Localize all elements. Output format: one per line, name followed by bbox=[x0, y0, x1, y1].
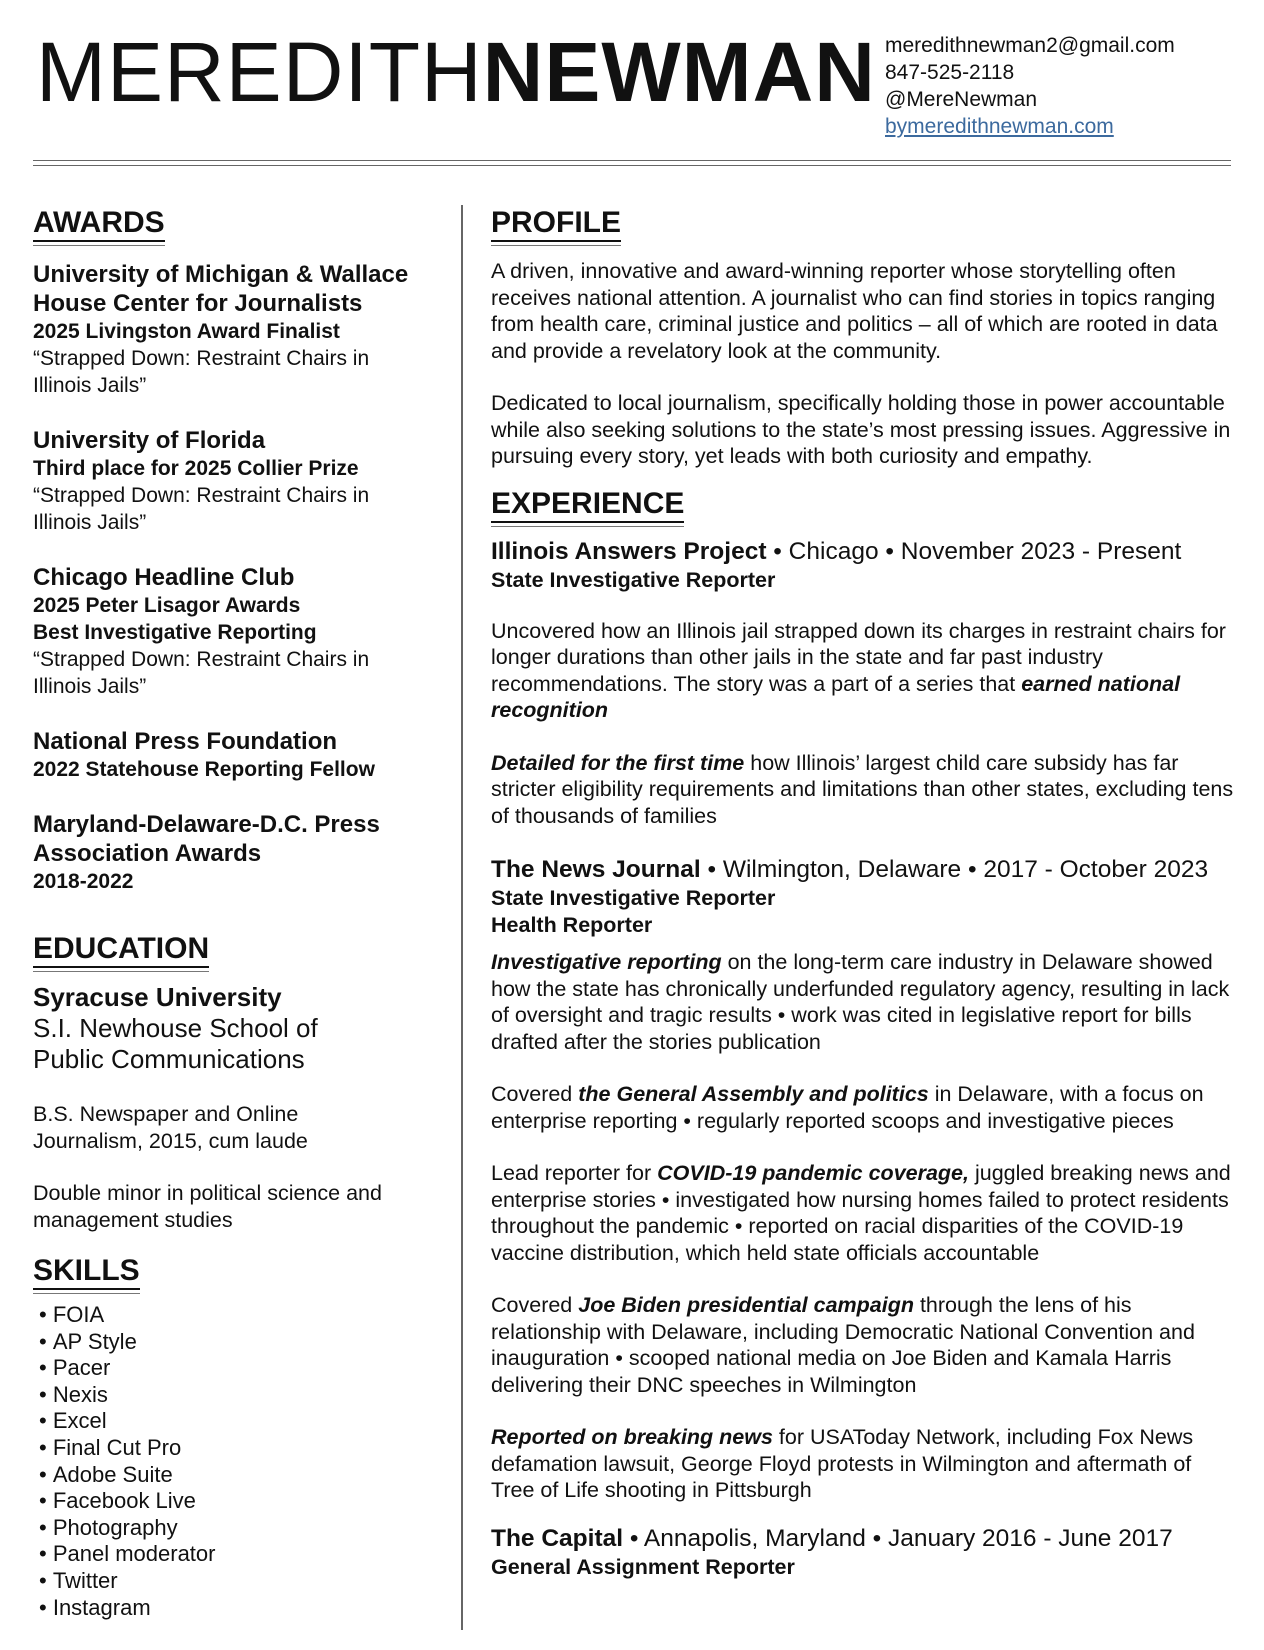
job-entry bbox=[491, 855, 1236, 1504]
award-story: Illinois Jails” bbox=[33, 675, 147, 698]
education-school-sub: S.I. Newhouse School of bbox=[33, 1013, 318, 1043]
award-prize: 2025 Livingston Award Finalist bbox=[33, 320, 340, 343]
column-divider bbox=[461, 205, 463, 1630]
right-column bbox=[491, 207, 1236, 1581]
skill-item: • Adobe Suite bbox=[39, 1462, 438, 1489]
skill-item: • FOIA bbox=[39, 1302, 438, 1329]
award-org: National Press Foundation bbox=[33, 728, 338, 755]
job-bullet: Lead reporter for COVID-19 pandemic coverage, juggled breaking news and enterprise stories • investigated how nursing homes failed to protect residents throughout the pandemic • reported on racial disparities of the COVID-19 vaccine distribution, which held state officials accountable bbox=[491, 1161, 1231, 1265]
skill-item: • Facebook Live bbox=[39, 1488, 438, 1515]
job-header bbox=[491, 855, 1236, 885]
profile-heading: PROFILE bbox=[491, 207, 621, 242]
skill-item: • Instagram bbox=[39, 1595, 438, 1622]
skill-item: • Nexis bbox=[39, 1382, 438, 1409]
job-title: State Investigative Reporter bbox=[491, 567, 776, 592]
education-school: Syracuse University bbox=[33, 982, 282, 1012]
award-prize: 2022 Statehouse Reporting Fellow bbox=[33, 758, 375, 781]
header-divider-top bbox=[33, 160, 1231, 161]
contact-handle: @MereNewman bbox=[885, 88, 1038, 111]
experience-heading: EXPERIENCE bbox=[491, 488, 684, 523]
job-header bbox=[491, 537, 1236, 567]
award-org: Association Awards bbox=[33, 840, 262, 867]
job-entry bbox=[491, 1524, 1236, 1581]
award-story: “Strapped Down: Restraint Chairs in bbox=[33, 484, 370, 507]
award-org: Maryland-Delaware-D.C. Press bbox=[33, 811, 380, 838]
award-story: Illinois Jails” bbox=[33, 374, 147, 397]
profile-paragraph: A driven, innovative and award-winning reporter whose storytelling often receives national attention. A journalist who can find stories in topics ranging from health care, criminal justice and politics – all of which are rooted in data and provide a revelatory look at the community. bbox=[491, 259, 1218, 363]
award-prize: Third place for 2025 Collier Prize bbox=[33, 457, 359, 480]
education-block bbox=[33, 982, 438, 1233]
job-meta: • Annapolis, Maryland • January 2016 - June 2017 bbox=[623, 1524, 1173, 1552]
job-header bbox=[491, 1524, 1236, 1554]
award-org: House Center for Journalists bbox=[33, 290, 363, 317]
job-bullet: Covered the General Assembly and politics in Delaware, with a focus on enterprise reporting • regularly reported scoops and investigative pieces bbox=[491, 1082, 1204, 1133]
header-divider-bottom bbox=[33, 165, 1231, 166]
skill-item: • Excel bbox=[39, 1408, 438, 1435]
job-entry bbox=[491, 537, 1236, 830]
contact-website-link[interactable]: bymeredithnewman.com bbox=[885, 115, 1114, 138]
job-org: Illinois Answers Project bbox=[491, 537, 767, 565]
education-heading: EDUCATION bbox=[33, 933, 209, 968]
award-org: University of Michigan & Wallace bbox=[33, 261, 409, 288]
award-story: “Strapped Down: Restraint Chairs in bbox=[33, 347, 370, 370]
skill-item: • Panel moderator bbox=[39, 1541, 438, 1568]
job-bullet: Covered Joe Biden presidential campaign through the lens of his relationship with Delaware, including Democratic National Convention and inauguration • scooped national media on Joe Biden and Kamala Harris delivering their DNC speeches in Wilmington bbox=[491, 1293, 1195, 1397]
job-meta: • Chicago • November 2023 - Present bbox=[766, 537, 1182, 565]
award-item bbox=[33, 426, 438, 536]
job-meta: • Wilmington, Delaware • 2017 - October 2023 bbox=[700, 856, 1209, 883]
job-bullet: Investigative reporting on the long-term care industry in Delaware showed how the state has chronically underfunded regulatory agency, resulting in lack of oversight and tragic results • work was cited in legislative report for bills drafted after the stories publication bbox=[491, 950, 1230, 1054]
award-item bbox=[33, 727, 438, 783]
skill-item: • Photography bbox=[39, 1515, 438, 1542]
job-bullet: Detailed for the first time how Illinois’ largest child care subsidy has far stricter eligibility requirements and limitations than other states, excluding tens of thousands of families bbox=[491, 750, 1234, 828]
job-title: General Assignment Reporter bbox=[491, 1554, 795, 1579]
award-story: Illinois Jails” bbox=[33, 511, 147, 534]
education-degree: B.S. Newspaper and Online bbox=[33, 1102, 299, 1126]
contact-phone: 847-525-2118 bbox=[885, 61, 1015, 84]
resume-name bbox=[36, 25, 876, 119]
education-minor: Double minor in political science and bbox=[33, 1181, 382, 1205]
award-prize: 2025 Peter Lisagor Awards bbox=[33, 594, 301, 617]
award-org: Chicago Headline Club bbox=[33, 564, 295, 591]
contact-block bbox=[885, 32, 1175, 140]
last-name: NEWMAN bbox=[482, 25, 876, 119]
skills-heading: SKILLS bbox=[33, 1255, 140, 1290]
skills-list bbox=[33, 1302, 438, 1621]
left-column bbox=[33, 207, 438, 1621]
skill-item: • AP Style bbox=[39, 1329, 438, 1356]
skill-item: • Pacer bbox=[39, 1355, 438, 1382]
job-bullet: Uncovered how an Illinois jail strapped down its charges in restraint chairs for longer durations than other jails in the state and far past industry recommendations. The story was a part of a series that earned national recognition bbox=[491, 618, 1226, 722]
education-minor: management studies bbox=[33, 1207, 233, 1232]
award-item bbox=[33, 563, 438, 700]
skill-item: • Final Cut Pro bbox=[39, 1435, 438, 1462]
education-school-sub: Public Communications bbox=[33, 1044, 305, 1074]
award-prize: Best Investigative Reporting bbox=[33, 621, 317, 644]
education-degree: Journalism, 2015, cum laude bbox=[33, 1128, 308, 1153]
job-title: Health Reporter bbox=[491, 913, 653, 937]
award-org: University of Florida bbox=[33, 427, 266, 454]
job-org: The Capital bbox=[491, 1524, 624, 1552]
contact-email[interactable]: meredithnewman2@gmail.com bbox=[885, 34, 1175, 57]
award-item bbox=[33, 260, 438, 399]
job-bullet: Reported on breaking news for USAToday Network, including Fox News defamation lawsuit, George Floyd protests in Wilmington and aftermath of Tree of Life shooting in Pittsburgh bbox=[491, 1425, 1194, 1502]
profile-paragraph: Dedicated to local journalism, specifically holding those in power accountable while also seeking solutions to the state’s most pressing issues. Aggressive in pursuing every story, yet leads with both curiosity and empathy. bbox=[491, 391, 1231, 468]
award-story: “Strapped Down: Restraint Chairs in bbox=[33, 648, 370, 671]
award-item bbox=[33, 810, 438, 895]
awards-heading: AWARDS bbox=[33, 207, 165, 242]
award-prize: 2018-2022 bbox=[33, 870, 134, 893]
job-title: State Investigative Reporter bbox=[491, 886, 776, 910]
first-name: MEREDITH bbox=[36, 25, 483, 119]
skill-item: • Twitter bbox=[39, 1568, 438, 1595]
job-org: The News Journal bbox=[491, 856, 701, 883]
